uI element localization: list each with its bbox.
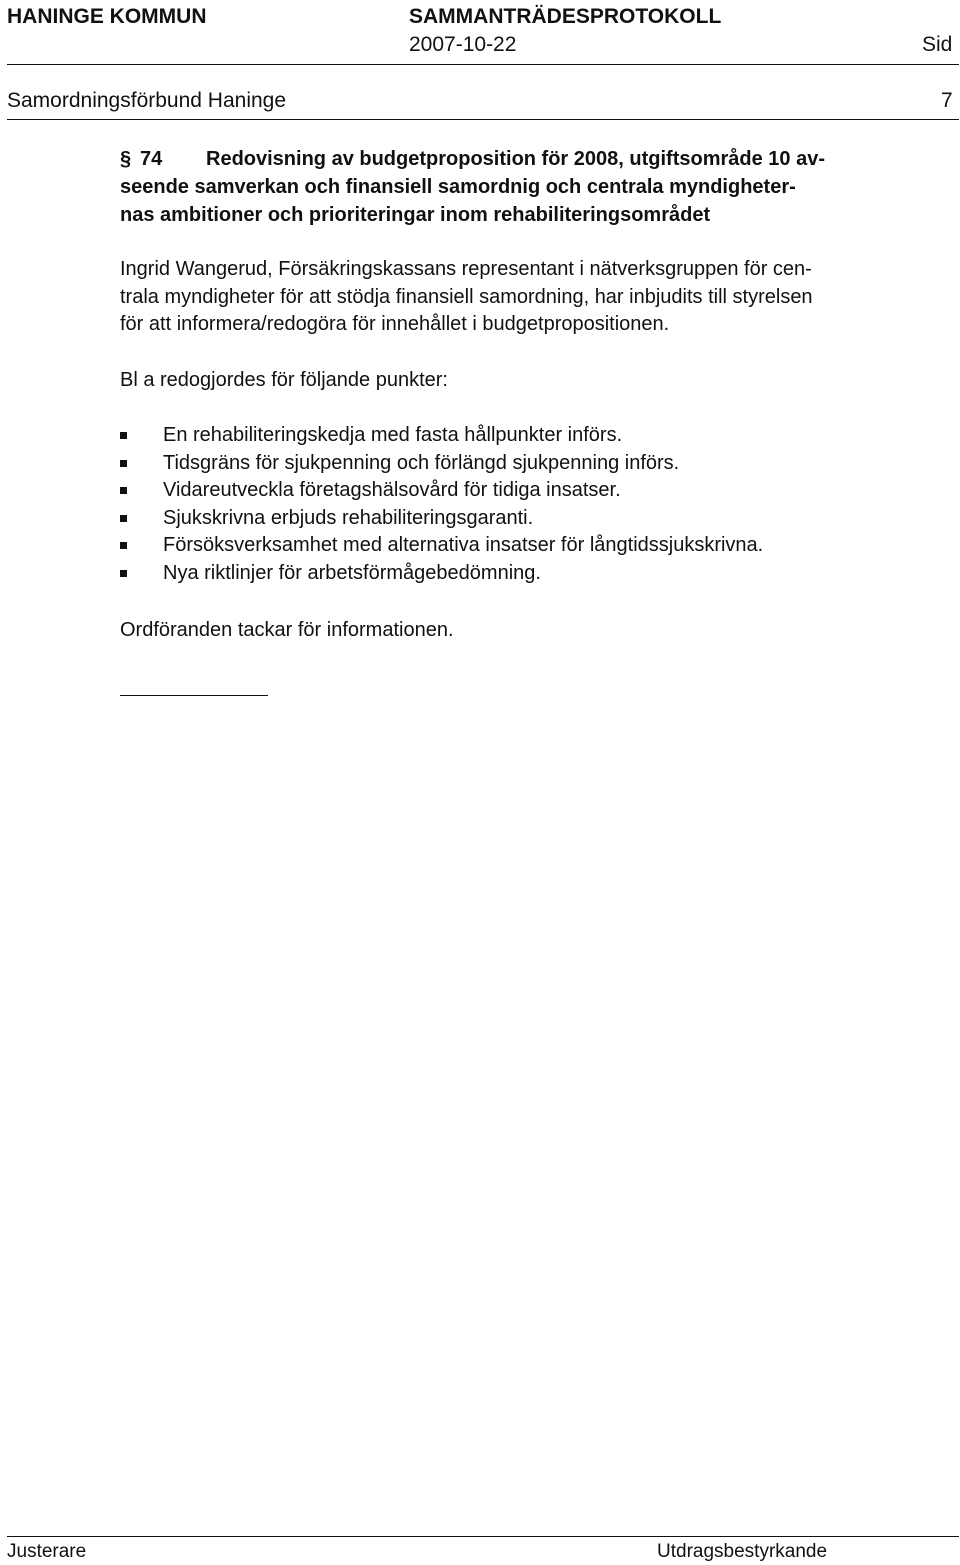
list-item: Vidareutveckla företagshälsovård för tidiga insatser. <box>120 477 763 505</box>
municipality-name: HANINGE KOMMUN <box>7 5 207 28</box>
section-end-line <box>120 695 268 696</box>
bullet-square-icon <box>120 570 127 577</box>
list-item: Försöksverksamhet med alternativa insatser för långtidssjukskrivna. <box>120 532 763 560</box>
section-number: 74 <box>140 148 163 170</box>
org-divider <box>7 119 959 120</box>
document-type: SAMMANTRÄDESPROTOKOLL <box>409 5 722 28</box>
intro-line-3: för att informera/redogöra för innehållet i budgetpropositionen. <box>120 313 670 335</box>
list-item: Tidsgräns för sjukpenning och förlängd sjukpenning införs. <box>120 450 763 478</box>
section-heading <box>120 145 955 229</box>
bullet-square-icon <box>120 432 127 439</box>
page-label: Sid <box>922 33 953 56</box>
bullet-square-icon <box>120 460 127 467</box>
section-title-line-3: nas ambitioner och prioriteringar inom rehabiliteringsområdet <box>120 204 711 226</box>
list-item: Sjukskrivna erbjuds rehabiliteringsgaranti. <box>120 505 763 533</box>
intro-paragraph <box>120 256 955 339</box>
closing-statement: Ordföranden tackar för informationen. <box>120 619 454 641</box>
bullet-square-icon <box>120 487 127 494</box>
list-item: En rehabiliteringskedja med fasta hållpunkter införs. <box>120 422 763 450</box>
organization-name: Samordningsförbund Haninge <box>7 89 287 112</box>
header-divider <box>7 64 959 65</box>
section-title-line-1: § 74 Redovisning av budgetproposition för 2008, utgiftsområde 10 av- <box>120 145 955 173</box>
page-number: 7 <box>941 89 953 112</box>
meeting-date: 2007-10-22 <box>409 33 517 56</box>
section-title-line-2: seende samverkan och finansiell samordnig och centrala myndigheter- <box>120 176 796 198</box>
points-intro: Bl a redogjordes för följande punkter: <box>120 369 448 391</box>
intro-line-2: trala myndigheter för att stödja finansiell samordning, har inbjudits till styrelsen <box>120 285 813 308</box>
footer-justerare: Justerare <box>7 1541 87 1562</box>
intro-line-1: Ingrid Wangerud, Försäkringskassans representant i nätverksgruppen för cen- <box>120 258 812 280</box>
footer-utdragsbestyrkande: Utdragsbestyrkande <box>657 1541 828 1562</box>
points-list <box>120 422 763 588</box>
list-item: Nya riktlinjer för arbetsförmågebedömning. <box>120 560 763 588</box>
paragraph-symbol: § <box>120 148 132 170</box>
bullet-square-icon <box>120 542 127 549</box>
footer-divider <box>7 1536 959 1537</box>
bullet-square-icon <box>120 515 127 522</box>
